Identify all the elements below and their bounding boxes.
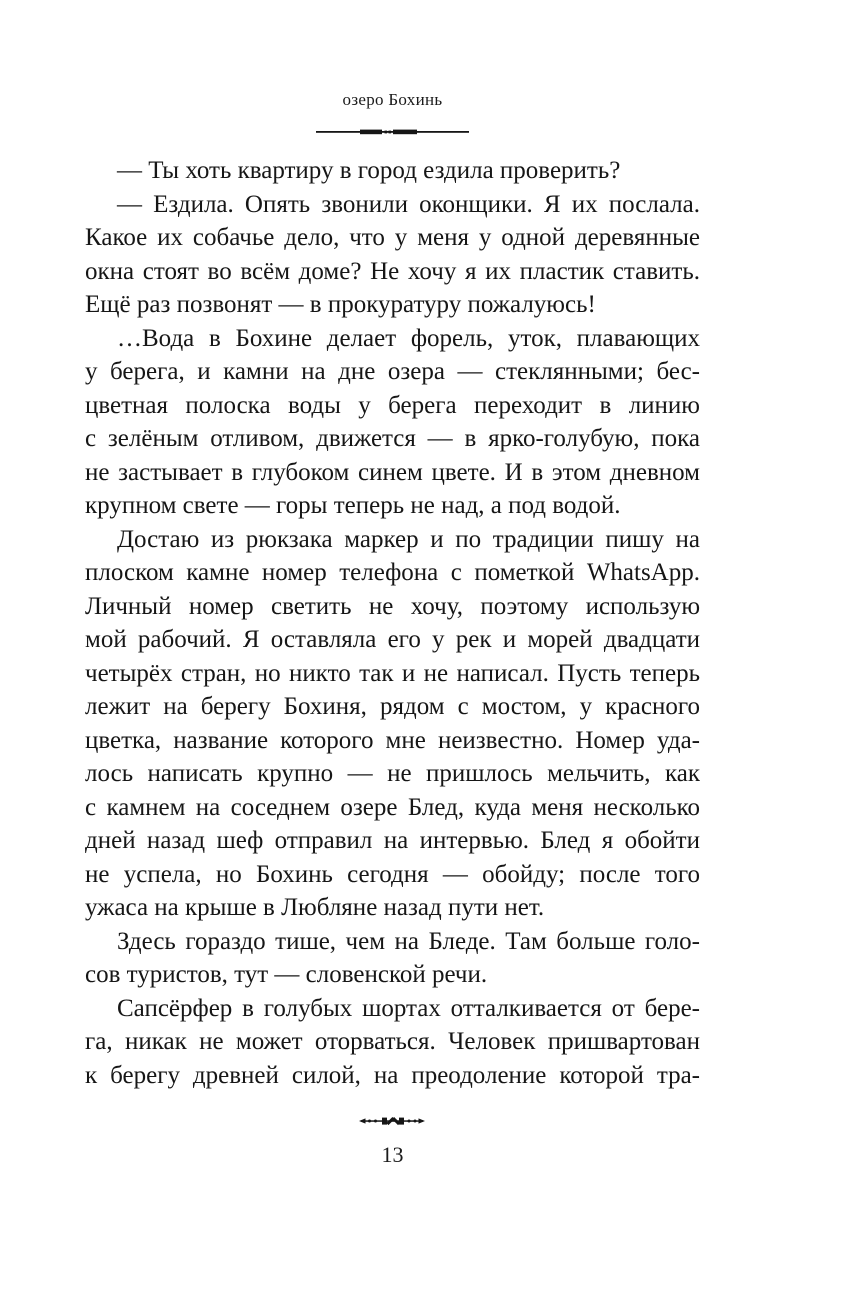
text-line: сов туристов, тут — словенской речи.	[85, 961, 488, 988]
text-line: Личный номер светить не хочу, поэтому использую	[85, 592, 700, 620]
text-line: ужаса на крыше в Любляне назад пути нет.	[85, 894, 545, 921]
text-line: Достаю из рюкзака маркер и по традиции пишу на	[117, 525, 700, 553]
text-line: у берега, и камни на дне озера — стеклянными; бес-	[85, 358, 700, 385]
text-line: Сапсёрфер в голубых шортах отталкивается от бере-	[117, 994, 700, 1022]
text-line: плоском камне номер телефона с пометкой WhatsApp.	[85, 559, 700, 586]
text-line: окна стоят во всём доме? Не хочу я их пластик ставить.	[85, 257, 700, 285]
text-line: лось написать крупно — не пришлось мельчить, как	[85, 760, 700, 787]
text-line: Какое их собачье дело, что у меня у одной деревянные	[85, 224, 700, 251]
text-line: с камнем на соседнем озере Блед, куда меня несколько	[85, 793, 700, 821]
text-line: не успела, но Бохинь сегодня — обойду; после того	[85, 860, 700, 888]
page-number: 13	[381, 1142, 404, 1167]
text-line: четырёх стран, но никто так и не написал. Пусть теперь	[85, 659, 700, 687]
text-line: дней назад шеф отправил на интервью. Блед я обойти	[85, 827, 700, 854]
text-line: мой рабочий. Я оставляла его у рек и морей двадцати	[85, 626, 700, 653]
running-head: озеро Бохинь	[342, 90, 443, 109]
text-line: га, никак не может оторваться. Человек пришвартован	[85, 1028, 700, 1055]
page-text	[85, 154, 700, 1092]
text-line: к берегу древней силой, на преодоление которой тра-	[85, 1061, 700, 1089]
text-line: Ещё раз позвонят — в прокуратуру пожалуюсь!	[85, 291, 596, 318]
text-line: — Ты хоть квартиру в город ездила проверить?	[117, 157, 621, 184]
arrow-fleuron-icon	[359, 1115, 425, 1127]
text-line: с зелёным отливом, движется — в ярко-голубую, пока	[85, 425, 700, 452]
text-line: Здесь гораздо тише, чем на Бледе. Там больше голо-	[117, 927, 700, 955]
text-line: лежит на берегу Бохиня, рядом с мостом, у красного	[85, 693, 700, 720]
section-divider-ornament	[359, 1114, 425, 1126]
text-line: не застывает в глубоком синем цвете. И в этом дневном	[85, 458, 700, 486]
text-line: цветная полоска воды у берега переходит в линию	[85, 391, 700, 419]
text-line: крупном свете — горы теперь не над, а под водой.	[85, 492, 621, 519]
header-rule-icon	[316, 128, 469, 136]
header-rule-ornament	[316, 123, 469, 131]
text-line: цветка, название которого мне неизвестно. Номер уда-	[85, 726, 700, 754]
text-line: — Ездила. Опять звонили оконщики. Я их послала.	[117, 190, 700, 218]
text-line: …Вода в Бохине делает форель, уток, плавающих	[117, 324, 700, 352]
